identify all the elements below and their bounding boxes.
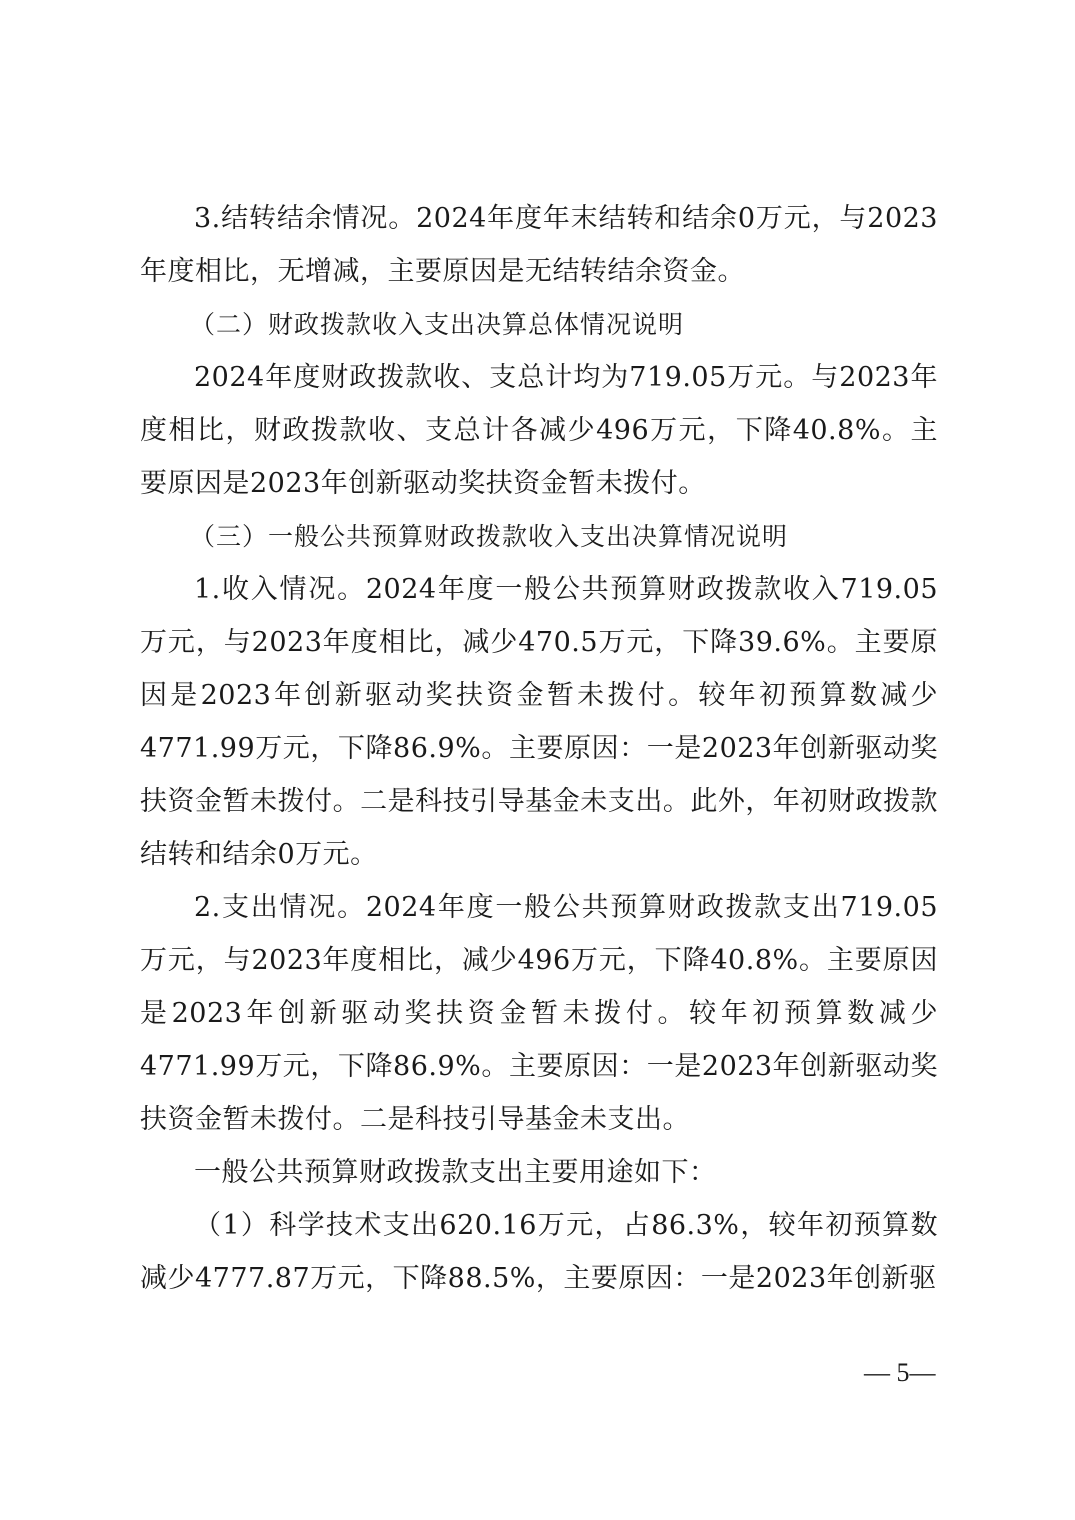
paragraph-fiscal-total: 2024年度财政拨款收、支总计均为719.05万元。与2023年度相比，财政拨款收、支总计各减少496万元，下降40.8%。主要原因是2023年创新驱动奖扶资金暂未拨付。 bbox=[140, 362, 938, 499]
paragraph-science-tech: （1）科学技术支出620.16万元，占86.3%，较年初预算数减少4777.87万元，下降88.5%，主要原因：一是2023年创新驱 bbox=[140, 1210, 938, 1294]
paragraph-income: 1.收入情况。2024年度一般公共预算财政拨款收入719.05万元，与2023年度相比，减少470.5万元，下降39.6%。主要原因是2023年创新驱动奖扶资金暂未拨付。较年初预算数减少4771.99万元，下降86.9%。主要原因：一是2023年创新驱动奖扶资金暂未拨付。二是科技引导基金未支出。此外，年初财政拨款结转和结余0万元。 bbox=[140, 574, 938, 870]
page-number: — 5— bbox=[864, 1358, 936, 1387]
document-page bbox=[140, 192, 938, 1305]
paragraph-carryover: 3.结转结余情况。2024年度年末结转和结余0万元，与2023年度相比，无增减，主要原因是无结转结余资金。 bbox=[140, 203, 938, 287]
section-heading-3: （三）一般公共预算财政拨款收入支出决算情况说明 bbox=[190, 522, 789, 551]
paragraph-expenditure: 2.支出情况。2024年度一般公共预算财政拨款支出719.05万元，与2023年度相比，减少496万元，下降40.8%。主要原因是2023年创新驱动奖扶资金暂未拨付。较年初预算数减少4771.99万元，下降86.9%。主要原因：一是2023年创新驱动奖扶资金暂未拨付。二是科技引导基金未支出。 bbox=[140, 892, 938, 1135]
paragraph-usage-intro: 一般公共预算财政拨款支出主要用途如下： bbox=[194, 1157, 717, 1188]
section-heading-2: （二）财政拨款收入支出决算总体情况说明 bbox=[190, 310, 685, 339]
